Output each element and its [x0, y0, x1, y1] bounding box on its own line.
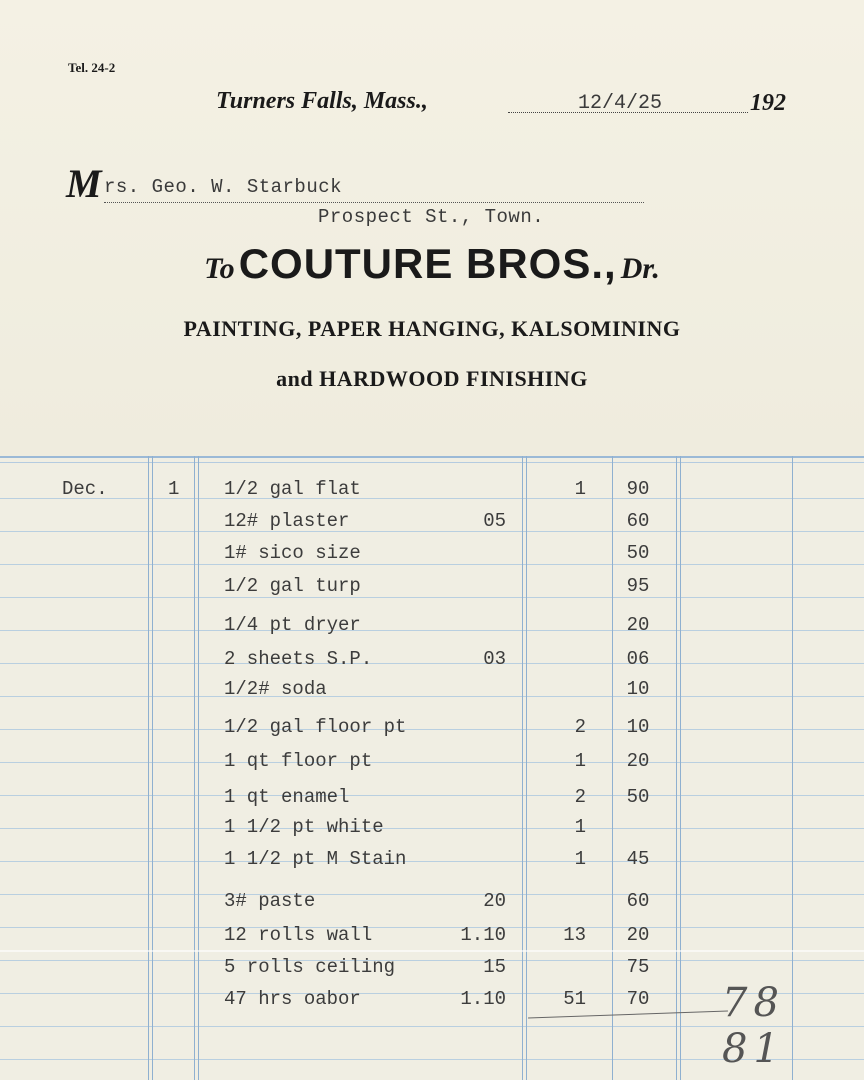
item-rate: 03 — [483, 648, 506, 670]
entry-day: 1 — [168, 478, 180, 500]
item-dollars: 1 — [574, 750, 586, 772]
item-cents: 10 — [626, 678, 650, 700]
trade-line-1: PAINTING, PAPER HANGING, KALSOMINING — [183, 316, 681, 341]
item-dollars: 1 — [574, 848, 586, 870]
item-description: 1 1/2 pt M Stain — [224, 848, 407, 870]
item-description: 5 rolls ceiling — [224, 956, 396, 978]
item-cents: 50 — [626, 786, 650, 808]
item-cents: 20 — [626, 750, 650, 772]
item-cents: 60 — [626, 510, 650, 532]
item-dollars: 2 — [574, 716, 586, 738]
item-rate: 20 — [483, 890, 506, 912]
item-dollars: 13 — [563, 924, 586, 946]
item-cents: 95 — [626, 575, 650, 597]
customer-dotted-line — [104, 202, 644, 203]
item-description: 2 sheets S.P. — [224, 648, 373, 670]
item-cents: 06 — [626, 648, 650, 670]
item-description: 3# paste — [224, 890, 316, 912]
cents-column-rule — [612, 456, 613, 1080]
item-description: 1 qt enamel — [224, 786, 350, 808]
dollars-column-rule — [522, 456, 527, 1080]
invoice-date: 12/4/25 — [578, 92, 663, 115]
grand-total: 78 81 — [722, 980, 785, 1072]
ledger-top-rule — [0, 456, 864, 458]
item-description: 1/2 gal floor pt — [224, 716, 407, 738]
item-description: 1/2# soda — [224, 678, 327, 700]
firm-heading — [0, 240, 864, 288]
place-of-issue: Turners Falls, Mass., — [216, 88, 428, 114]
item-cents: 50 — [626, 542, 650, 564]
day-column-rule — [148, 456, 153, 1080]
entry-month: Dec. — [62, 478, 108, 500]
item-cents: 10 — [626, 716, 650, 738]
customer-name: rs. Geo. W. Starbuck — [104, 176, 343, 198]
desc-column-rule — [194, 456, 199, 1080]
item-description: 1 qt floor pt — [224, 750, 373, 772]
item-description: 47 hrs oabor — [224, 988, 361, 1010]
item-dollars: 1 — [574, 816, 586, 838]
item-cents: 90 — [626, 478, 650, 500]
customer-address: Prospect St., Town. — [318, 206, 545, 228]
item-cents: 20 — [626, 614, 650, 636]
item-description: 1/4 pt dryer — [224, 614, 361, 636]
paper-fold — [0, 950, 864, 952]
telephone-number: Tel. 24-2 — [68, 60, 116, 75]
item-description: 1/2 gal flat — [224, 478, 361, 500]
firm-name: COUTURE BROS., — [238, 240, 617, 287]
item-description: 12# plaster — [224, 510, 350, 532]
item-cents: 20 — [626, 924, 650, 946]
item-dollars: 1 — [574, 478, 586, 500]
total-column-rule — [676, 456, 681, 1080]
firm-to: To — [204, 252, 235, 285]
ledger-top-rule-2 — [0, 462, 864, 463]
item-dollars: 51 — [563, 988, 586, 1010]
item-description: 1 1/2 pt white — [224, 816, 384, 838]
item-rate: 1.10 — [460, 924, 506, 946]
firm-dr: Dr. — [620, 252, 660, 285]
customer-initial: M — [66, 161, 102, 206]
item-rate: 15 — [483, 956, 506, 978]
item-dollars: 2 — [574, 786, 586, 808]
item-description: 12 rolls wall — [224, 924, 373, 946]
item-rate: 1.10 — [460, 988, 506, 1010]
trade-line-2: and HARDWOOD FINISHING — [276, 366, 588, 391]
item-description: 1# sico size — [224, 542, 361, 564]
item-cents: 45 — [626, 848, 650, 870]
item-rate: 05 — [483, 510, 506, 532]
item-cents: 60 — [626, 890, 650, 912]
item-cents: 75 — [626, 956, 650, 978]
year-prefix: 192 — [750, 90, 786, 116]
item-description: 1/2 gal turp — [224, 575, 361, 597]
item-cents: 70 — [626, 988, 650, 1010]
